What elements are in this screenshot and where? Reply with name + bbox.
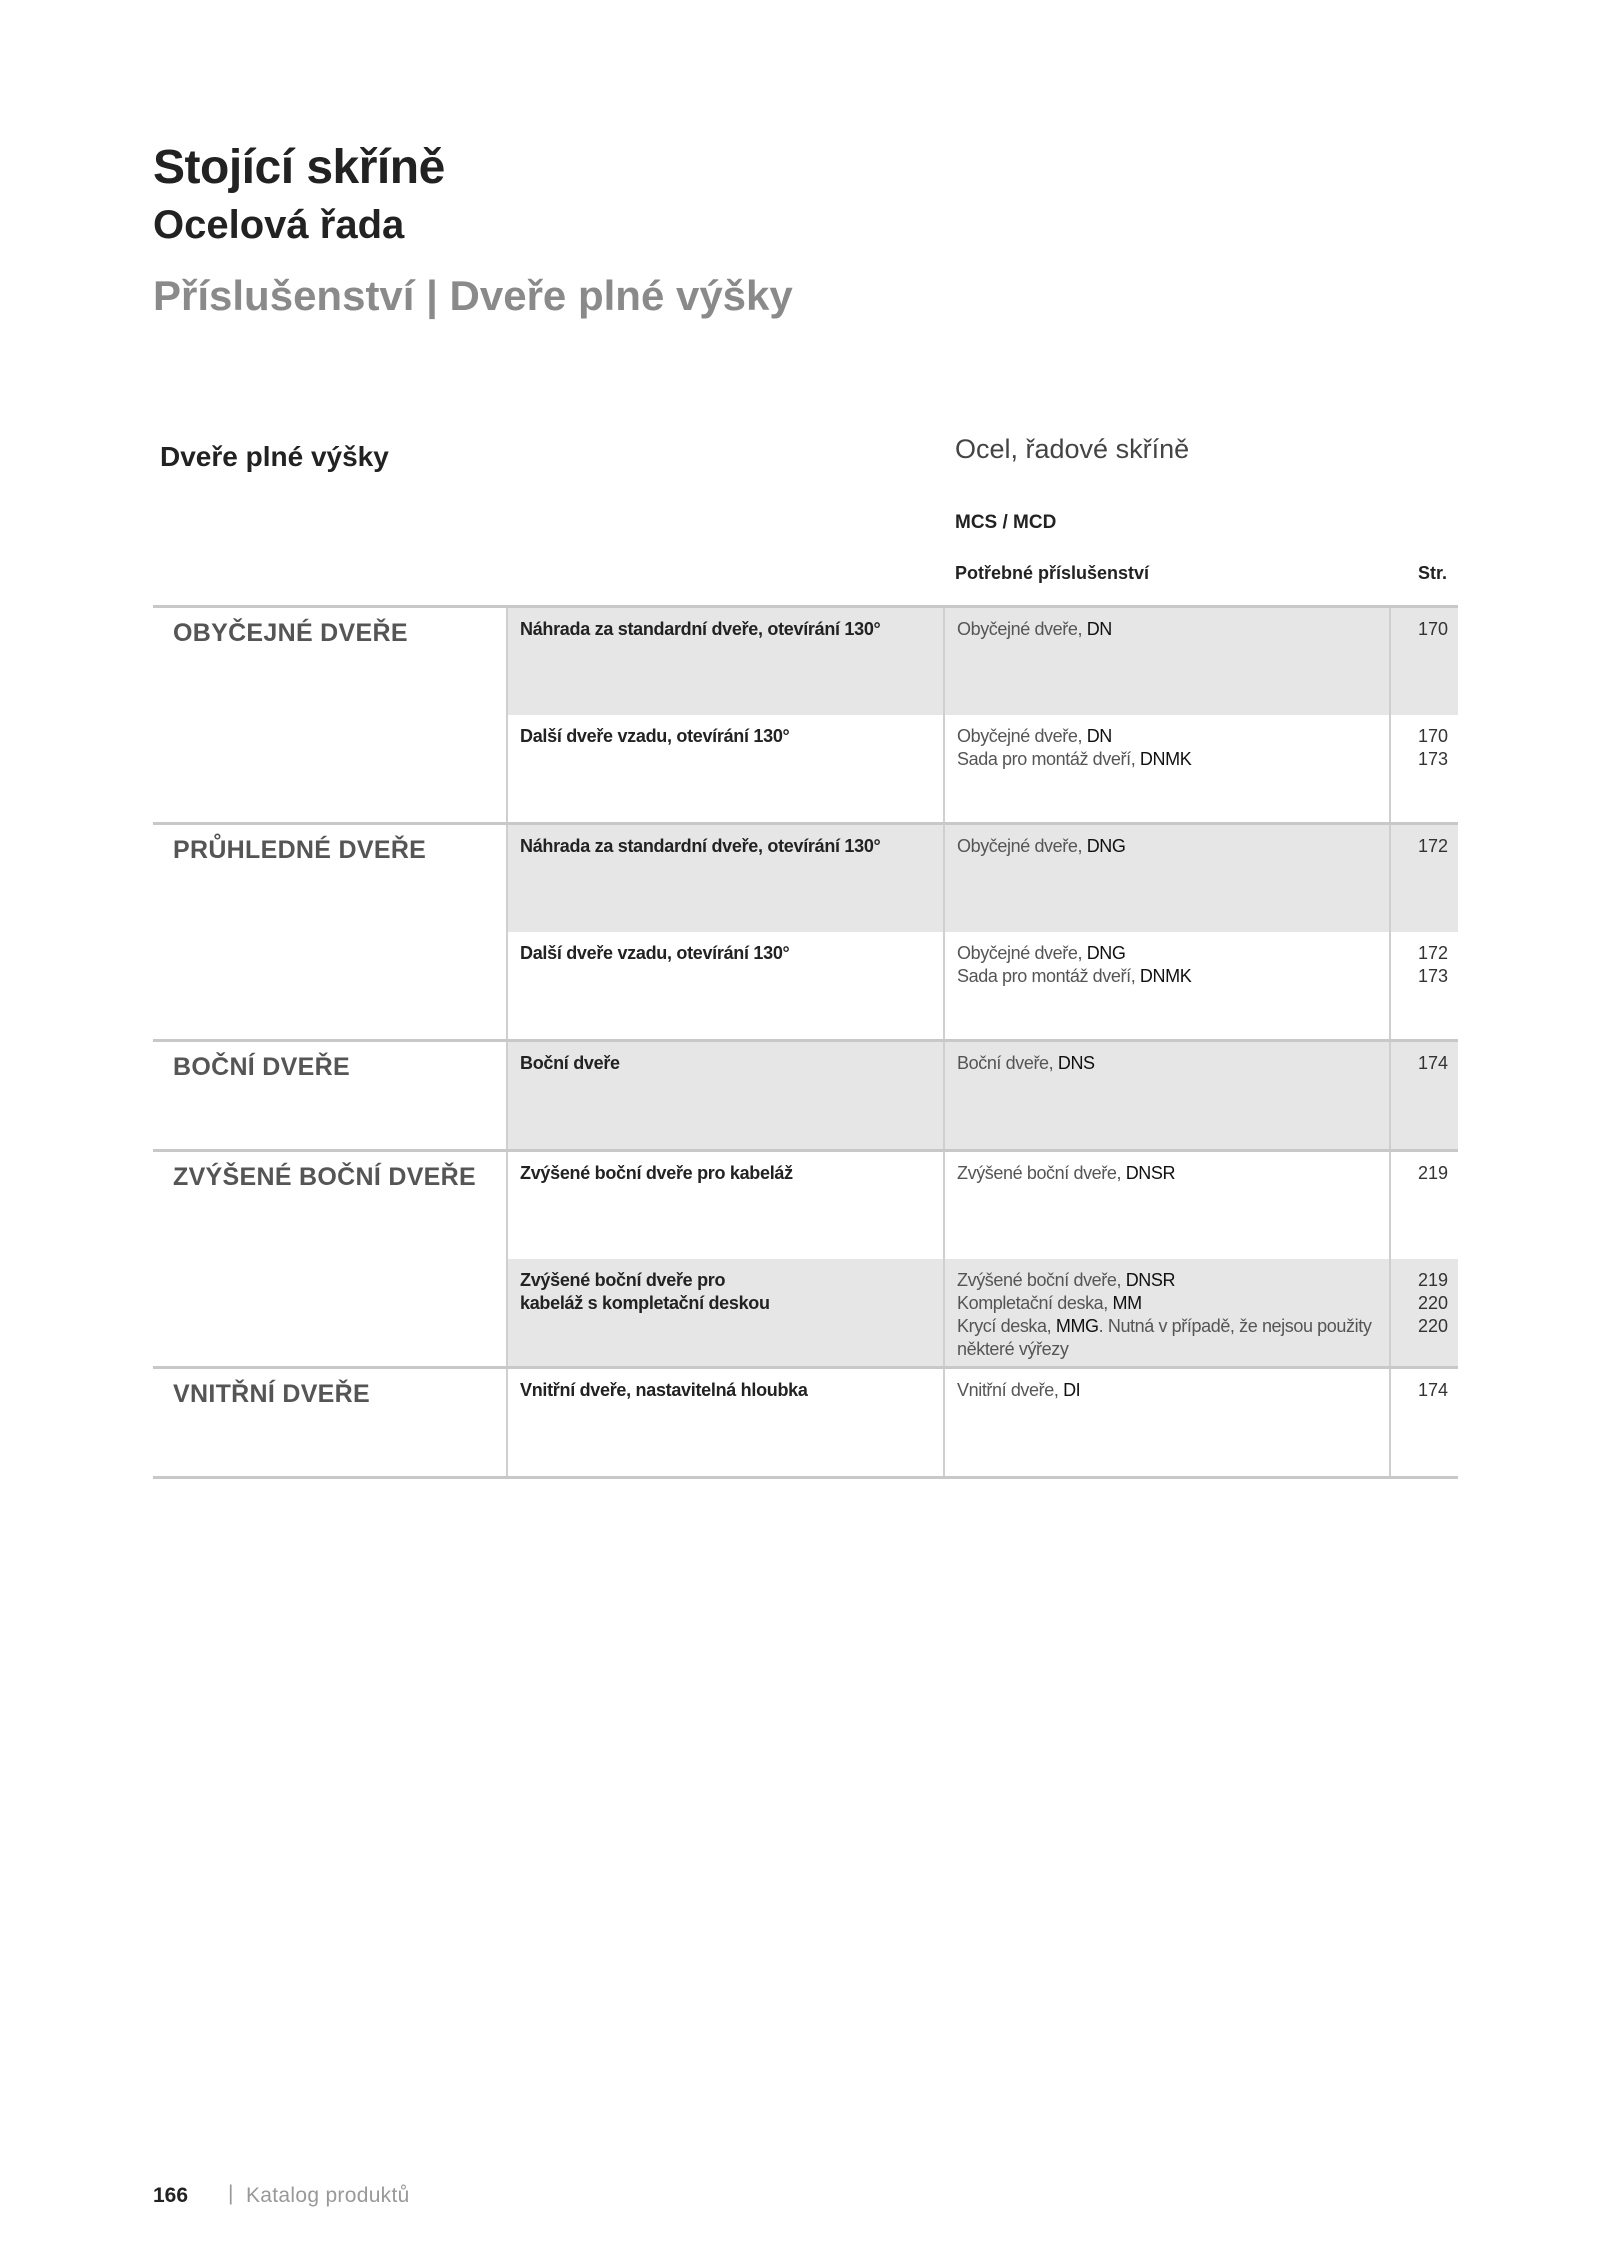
description-line: Zvýšené boční dveře pro kabeláž — [520, 1163, 793, 1183]
category-label: VNITŘNÍ DVEŘE — [173, 1380, 370, 1408]
footer-page-number: 166 — [153, 2184, 189, 2207]
accessory-text: Krycí deska, — [957, 1316, 1056, 1336]
accessories-cell — [943, 1259, 1389, 1366]
description-line: Boční dveře — [520, 1053, 620, 1073]
accessory-item — [957, 835, 1377, 858]
footer-separator: | — [228, 2182, 234, 2205]
accessories-cell — [943, 932, 1389, 1039]
accessory-item — [957, 965, 1377, 988]
accessory-item — [957, 1338, 1377, 1361]
category-cell — [153, 932, 506, 1039]
description-cell — [506, 1259, 943, 1366]
accessory-code: DNSR — [1125, 1163, 1176, 1183]
table-row — [153, 715, 1458, 822]
category-label: ZVÝŠENÉ BOČNÍ DVEŘE — [173, 1163, 476, 1191]
description-cell — [506, 1042, 943, 1149]
accessory-text: Boční dveře, — [957, 1053, 1058, 1073]
category-label: BOČNÍ DVEŘE — [173, 1053, 350, 1081]
accessory-code: MM — [1112, 1293, 1142, 1313]
page-ref-cell — [1389, 1369, 1458, 1476]
page-ref: 174 — [1417, 1053, 1448, 1073]
table-section-title: Dveře plné výšky — [160, 441, 389, 472]
description-cell — [506, 825, 943, 932]
accessory-item — [957, 942, 1377, 965]
description-line: Vnitřní dveře, nastavitelná hloubka — [520, 1380, 808, 1400]
accessory-code: DNG — [1086, 943, 1126, 963]
category-cell — [153, 1042, 506, 1149]
category-label: OBYČEJNÉ DVEŘE — [173, 619, 408, 647]
category-cell — [153, 715, 506, 822]
accessory-item — [957, 1315, 1377, 1338]
category-cell — [153, 1152, 506, 1259]
accessory-item — [957, 725, 1377, 748]
description-cell — [506, 715, 943, 822]
model-heading: MCS / MCD — [955, 512, 1057, 533]
accessories-cell — [943, 1042, 1389, 1149]
page-ref: 172 — [1417, 943, 1448, 963]
page-ref: 173 — [1417, 966, 1448, 986]
accessories-cell — [943, 715, 1389, 822]
page-ref-cell — [1389, 1259, 1458, 1366]
description-line: Další dveře vzadu, otevírání 130° — [520, 726, 790, 746]
accessory-item — [957, 1379, 1377, 1402]
page-ref: 174 — [1417, 1380, 1448, 1400]
page-ref: 173 — [1417, 749, 1448, 769]
description-line: Náhrada za standardní dveře, otevírání 130° — [520, 619, 881, 639]
accessory-text: Obyčejné dveře, — [957, 836, 1087, 856]
accessory-code: DNMK — [1139, 966, 1192, 986]
table-row — [153, 605, 1458, 715]
accessory-code: DN — [1086, 726, 1112, 746]
footer-catalog-label: Katalog produktů — [246, 2184, 410, 2207]
category-cell — [153, 1259, 506, 1366]
page-ref: 170 — [1417, 619, 1448, 639]
accessory-text: Obyčejné dveře, — [957, 943, 1087, 963]
accessories-header: Potřebné příslušenství — [955, 563, 1150, 583]
accessory-item — [957, 618, 1377, 641]
table-row — [153, 1149, 1458, 1259]
accessory-code: DN — [1086, 619, 1112, 639]
accessory-text: některé výřezy — [957, 1339, 1069, 1359]
accessory-code: DNMK — [1139, 749, 1192, 769]
description-cell — [506, 1152, 943, 1259]
page-subtitle: Ocelová řada — [153, 203, 405, 247]
page-ref: 170 — [1417, 726, 1448, 746]
table-row — [153, 822, 1458, 932]
table-row — [153, 1366, 1458, 1479]
accessory-text: Sada pro montáž dveří, — [957, 966, 1140, 986]
accessory-code: DNS — [1057, 1053, 1095, 1073]
column-title: Ocel, řadové skříně — [955, 434, 1190, 464]
accessories-table — [153, 605, 1458, 1479]
accessory-text: Zvýšené boční dveře, — [957, 1270, 1126, 1290]
page-ref-header: Str. — [1417, 563, 1447, 583]
table-row — [153, 1259, 1458, 1366]
accessory-item — [957, 1162, 1377, 1185]
accessories-cell — [943, 1152, 1389, 1259]
accessory-item — [957, 748, 1377, 771]
page-ref-cell — [1389, 825, 1458, 932]
accessory-code: DNSR — [1125, 1270, 1176, 1290]
description-cell — [506, 1369, 943, 1476]
accessory-text: Sada pro montáž dveří, — [957, 749, 1140, 769]
accessory-text: Zvýšené boční dveře, — [957, 1163, 1126, 1183]
description-line: Zvýšené boční dveře pro — [520, 1270, 726, 1290]
page-ref-cell — [1389, 715, 1458, 822]
page-ref: 220 — [1417, 1293, 1448, 1313]
table-row — [153, 932, 1458, 1039]
page-ref-cell — [1389, 608, 1458, 715]
section-heading: Příslušenství | Dveře plné výšky — [153, 272, 793, 319]
category-label: PRŮHLEDNÉ DVEŘE — [173, 836, 427, 864]
table-row — [153, 1039, 1458, 1149]
page-ref: 172 — [1417, 836, 1448, 856]
description-line: Další dveře vzadu, otevírání 130° — [520, 943, 790, 963]
page-ref-cell — [1389, 1152, 1458, 1259]
description-cell — [506, 932, 943, 1039]
category-cell — [153, 1369, 506, 1476]
category-cell — [153, 608, 506, 715]
description-line: Náhrada za standardní dveře, otevírání 130° — [520, 836, 881, 856]
accessory-code: MMG — [1055, 1316, 1099, 1336]
page-ref: 219 — [1417, 1270, 1448, 1290]
accessories-cell — [943, 608, 1389, 715]
accessory-note: . Nutná v případě, že nejsou použity — [1098, 1316, 1372, 1336]
page-ref-cell — [1389, 1042, 1458, 1149]
category-cell — [153, 825, 506, 932]
description-line: kabeláž s kompletační deskou — [520, 1293, 770, 1313]
page-ref-cell — [1389, 932, 1458, 1039]
accessory-text: Obyčejné dveře, — [957, 619, 1087, 639]
accessories-cell — [943, 1369, 1389, 1476]
accessory-item — [957, 1269, 1377, 1292]
accessory-text: Vnitřní dveře, — [957, 1380, 1064, 1400]
accessory-code: DNG — [1086, 836, 1126, 856]
accessory-code: DI — [1063, 1380, 1081, 1400]
accessories-cell — [943, 825, 1389, 932]
page-ref: 219 — [1417, 1163, 1448, 1183]
accessory-item — [957, 1292, 1377, 1315]
page-title: Stojící skříně — [153, 141, 445, 194]
description-cell — [506, 608, 943, 715]
accessory-text: Obyčejné dveře, — [957, 726, 1087, 746]
accessory-item — [957, 1052, 1377, 1075]
accessory-text: Kompletační deska, — [957, 1293, 1113, 1313]
page-ref: 220 — [1417, 1316, 1448, 1336]
